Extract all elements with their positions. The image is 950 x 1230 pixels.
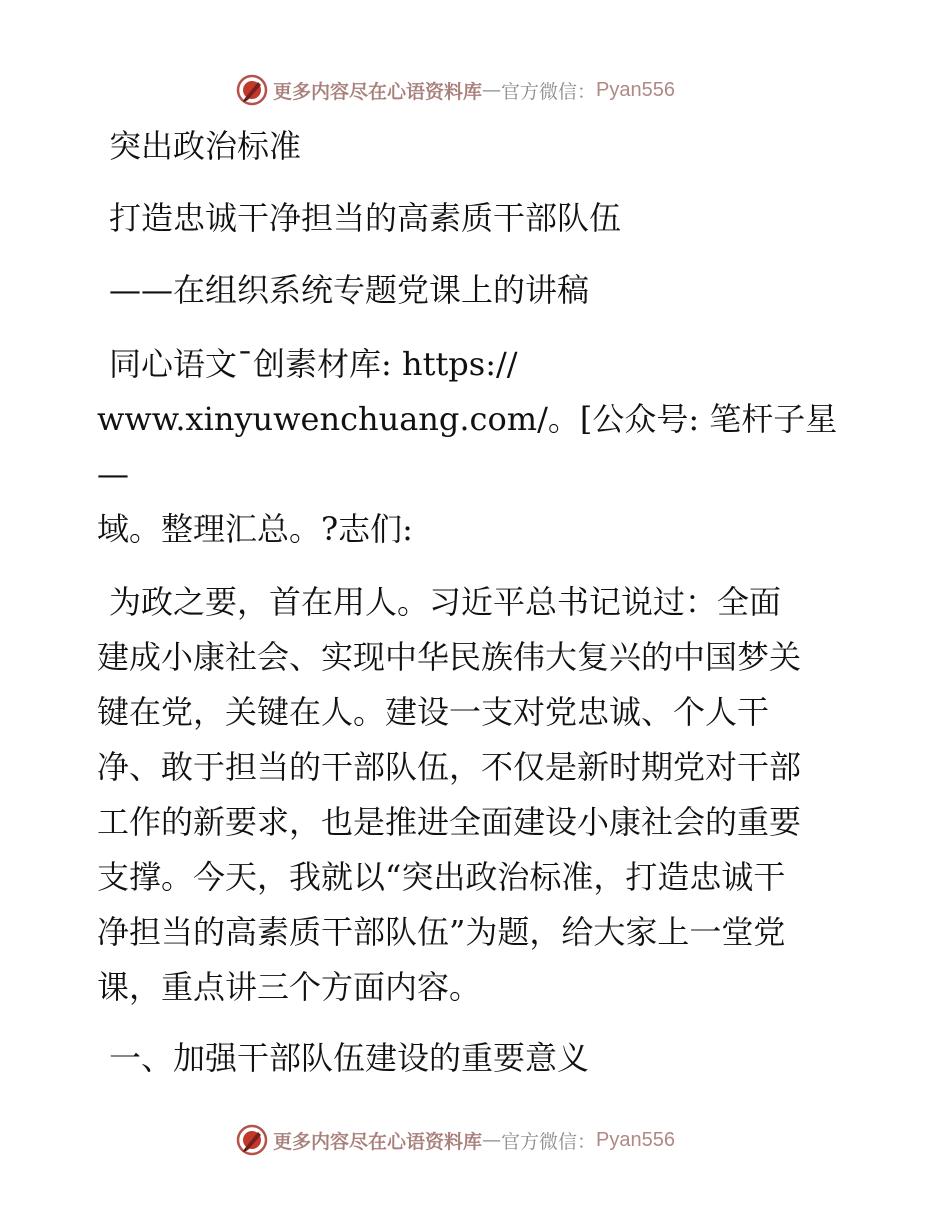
- watermark-contact-id: Pyan556: [596, 1128, 675, 1151]
- paragraph-line-4: 净、敢于担当的干部队伍，不仅是新时期党对干部: [97, 748, 802, 786]
- watermark-text: 更多内容尽在心语资料库: [273, 1130, 483, 1153]
- title-line-2: 打造忠诚干净担当的高素质干部队伍: [109, 199, 622, 237]
- paragraph-line-7: 净担当的高素质干部队伍”为题，给大家上一堂党: [97, 913, 786, 951]
- source-line-2: www.xinyuwenchuang.com/。[公众号: 笔杆子星—: [97, 400, 838, 493]
- watermark-contact-label: 官方微信：: [501, 80, 597, 103]
- intro-paragraph: [97, 575, 857, 1015]
- watermark-text: 更多内容尽在心语资料库: [273, 80, 483, 103]
- watermark-separator: —: [482, 79, 502, 101]
- pen-logo-icon: [236, 1124, 268, 1156]
- section-heading: 一、加强干部队伍建设的重要意义: [109, 1039, 590, 1077]
- pen-logo-icon: [236, 74, 268, 106]
- source-note: [97, 337, 857, 557]
- source-line-1: 同心语文¯创素材库: https://: [109, 345, 518, 383]
- paragraph-line-5: 工作的新要求，也是推进全面建设小康社会的重要: [97, 803, 802, 841]
- source-line-3: 域。整理汇总。?志们:: [97, 510, 413, 548]
- header-watermark: [236, 73, 675, 107]
- paragraph-line-2: 建成小康社会、实现中华民族伟大复兴的中国梦关: [97, 638, 802, 676]
- watermark-contact-id: Pyan556: [596, 78, 675, 101]
- paragraph-line-8: 课，重点讲三个方面内容。: [97, 968, 482, 1006]
- paragraph-line-6: 支撑。今天，我就以“突出政治标准，打造忠诚干: [97, 858, 786, 896]
- watermark-contact-label: 官方微信：: [501, 1130, 597, 1153]
- title-line-1: 突出政治标准: [109, 127, 302, 165]
- subtitle: ——在组织系统专题党课上的讲稿: [109, 271, 590, 309]
- watermark-separator: —: [482, 1129, 502, 1151]
- paragraph-line-1: 为政之要，首在用人。习近平总书记说过：全面: [109, 583, 782, 621]
- paragraph-line-3: 键在党，关键在人。建设一支对党忠诚、个人干: [97, 693, 770, 731]
- document-body: [97, 121, 857, 1083]
- footer-watermark: [236, 1123, 675, 1157]
